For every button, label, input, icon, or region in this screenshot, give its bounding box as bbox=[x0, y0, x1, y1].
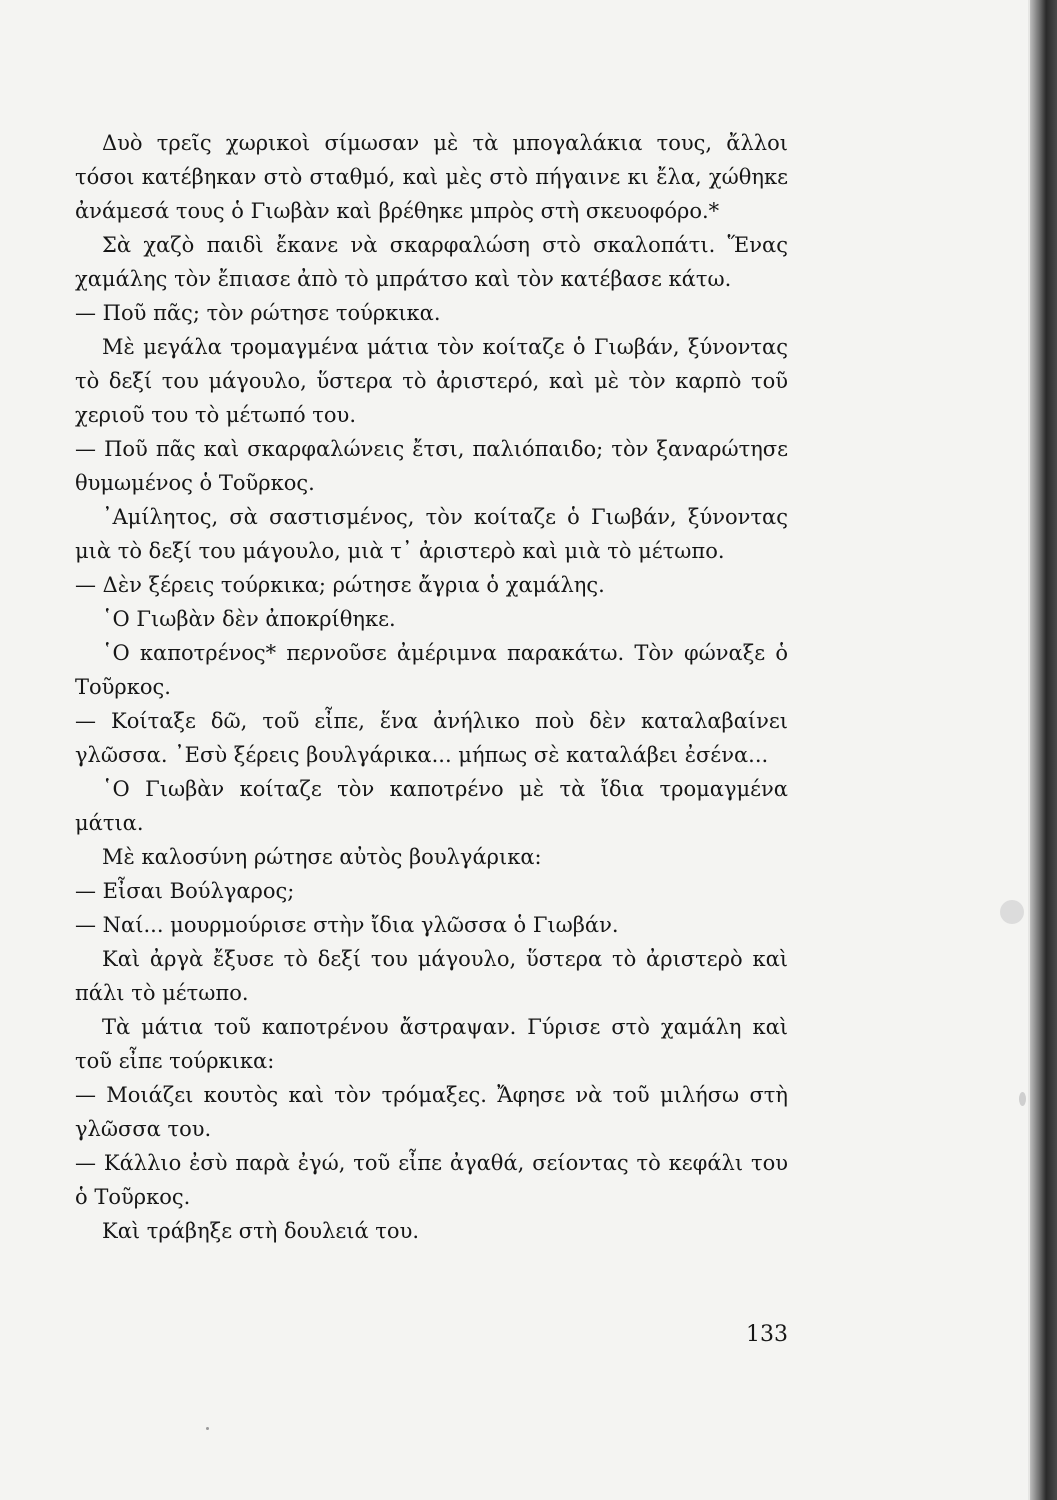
paper-speck bbox=[1000, 900, 1024, 924]
dialogue-line: — Εἶσαι Βούλγαρος; bbox=[75, 879, 295, 903]
page-number: 133 bbox=[746, 1322, 788, 1347]
paragraph: ῾Ο καποτρένος* περνοῦσε ἀμέριμνα παρακάτω. Τὸν φώναξε ὁ Τοῦρκος. bbox=[75, 641, 788, 699]
paragraph: Καὶ ἀργὰ ἔξυσε τὸ δεξί του μάγουλο, ὕστερα τὸ ἀριστερὸ καὶ πάλι τὸ μέτωπο. bbox=[75, 947, 788, 1005]
paper-speck bbox=[1019, 1092, 1026, 1106]
dialogue-line: — Μοιάζει κουτὸς καὶ τὸν τρόμαξες. Ἄφησε νὰ τοῦ μιλήσω στὴ γλῶσσα του. bbox=[75, 1083, 788, 1141]
page-edge-shadow bbox=[1030, 0, 1057, 1500]
paragraph: Δυὸ τρεῖς χωρικοὶ σίμωσαν μὲ τὰ μπογαλάκια τους, ἄλλοι τόσοι κατέβηκαν στὸ σταθμό, καὶ μὲς στὸ πήγαινε κι ἔλα, χώθηκε ἀνάμεσά τους ὁ Γιωβὰν καὶ βρέθηκε μπρὸς στὴ σκευοφόρο.* bbox=[75, 131, 788, 223]
body-text bbox=[75, 126, 788, 1248]
paragraph: ῾Ο Γιωβὰν δὲν ἀποκρίθηκε. bbox=[102, 607, 396, 631]
dialogue-line: — Κοίταξε δῶ, τοῦ εἶπε, ἕνα ἀνήλικο ποὺ δὲν καταλαβαίνει γλῶσσα. ᾿Εσὺ ξέρεις βουλγάρικα... μήπως σὲ καταλάβει ἐσένα... bbox=[75, 709, 788, 767]
dialogue-line: — Ναί... μουρμούρισε στὴν ἴδια γλῶσσα ὁ Γιωβάν. bbox=[75, 913, 619, 937]
dialogue-line: — Ποῦ πᾶς καὶ σκαρφαλώνεις ἔτσι, παλιόπαιδο; τὸν ξαναρώτησε θυμωμένος ὁ Τοῦρκος. bbox=[75, 437, 788, 495]
dialogue-line: — Δὲν ξέρεις τούρκικα; ρώτησε ἄγρια ὁ χαμάλης. bbox=[75, 573, 605, 597]
paragraph: ῾Ο Γιωβὰν κοίταζε τὸν καποτρένο μὲ τὰ ἴδια τρομαγμένα μάτια. bbox=[75, 777, 788, 835]
paragraph: Καὶ τράβηξε στὴ δουλειά του. bbox=[102, 1219, 420, 1243]
paper-speck bbox=[206, 1427, 209, 1430]
paragraph: Μὲ καλοσύνη ρώτησε αὐτὸς βουλγάρικα: bbox=[102, 845, 542, 869]
paragraph: Μὲ μεγάλα τρομαγμένα μάτια τὸν κοίταζε ὁ Γιωβάν, ξύνοντας τὸ δεξί του μάγουλο, ὕστερα τὸ ἀριστερό, καὶ μὲ τὸν καρπὸ τοῦ χεριοῦ του τὸ μέτωπό του. bbox=[75, 335, 788, 427]
dialogue-line: — Κάλλιο ἐσὺ παρὰ ἐγώ, τοῦ εἶπε ἀγαθά, σείοντας τὸ κεφάλι του ὁ Τοῦρκος. bbox=[75, 1151, 788, 1209]
paragraph: Τὰ μάτια τοῦ καποτρένου ἄστραψαν. Γύρισε στὸ χαμάλη καὶ τοῦ εἶπε τούρκικα: bbox=[75, 1015, 788, 1073]
dialogue-line: — Ποῦ πᾶς; τὸν ρώτησε τούρκικα. bbox=[75, 301, 441, 325]
paragraph: ᾿Αμίλητος, σὰ σαστισμένος, τὸν κοίταζε ὁ Γιωβάν, ξύνοντας μιὰ τὸ δεξί του μάγουλο, μιὰ τ᾿ ἀριστερὸ καὶ μιὰ τὸ μέτωπο. bbox=[75, 505, 788, 563]
paragraph: Σὰ χαζὸ παιδὶ ἔκανε νὰ σκαρφαλώση στὸ σκαλοπάτι. Ἕνας χαμάλης τὸν ἔπιασε ἀπὸ τὸ μπράτσο καὶ τὸν κατέβασε κάτω. bbox=[75, 233, 788, 291]
